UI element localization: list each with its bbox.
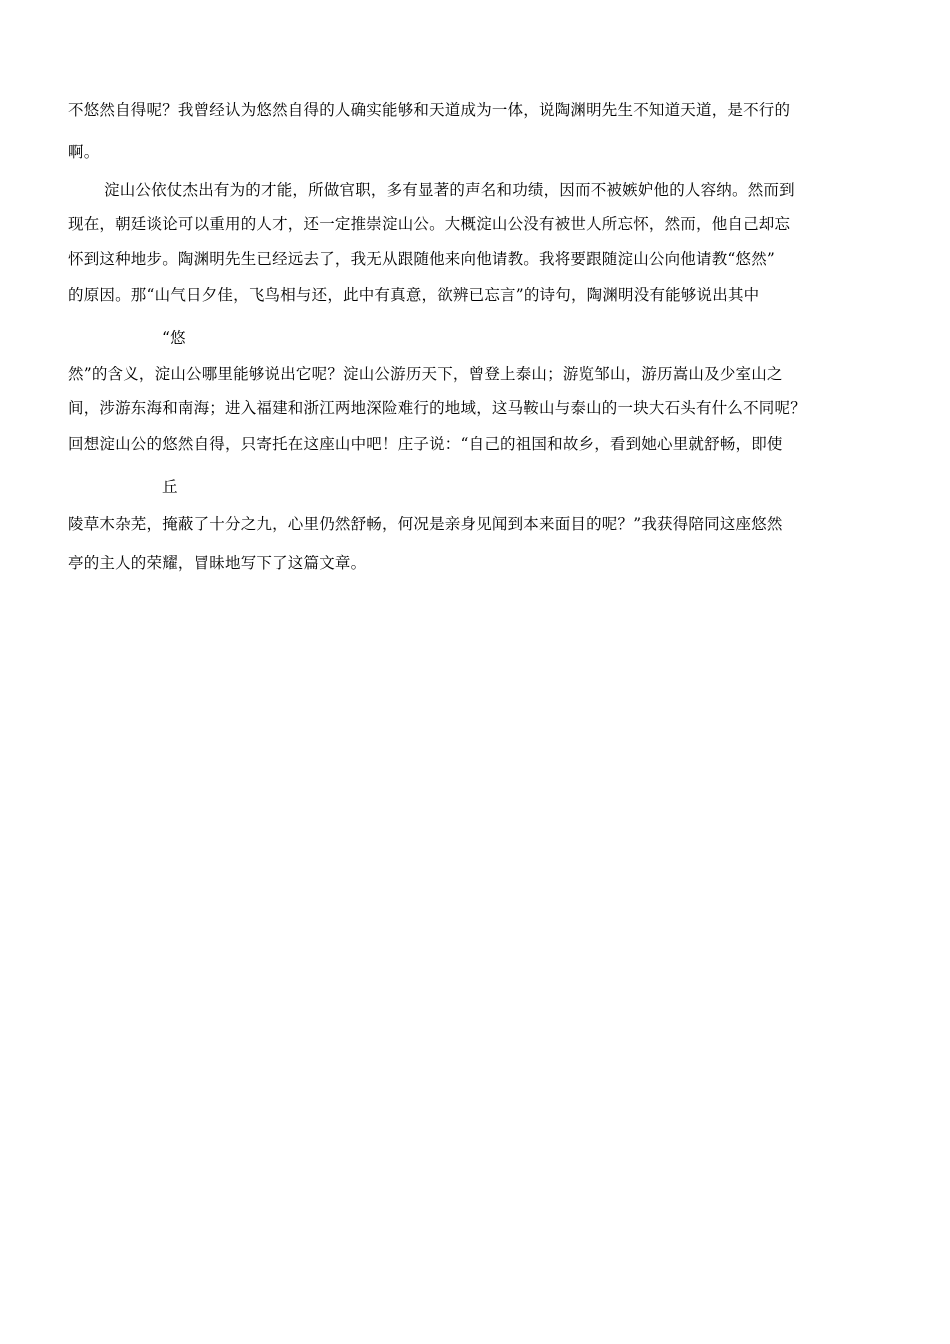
text-line-10: 回想淀山公的悠然自得，只寄托在这座山中吧！庄子说：“自己的祖国和故乡，看到她心里就舒畅，即使 bbox=[68, 435, 783, 453]
text-line-5: 怀到这种地步。陶渊明先生已经远去了，我无从跟随他来向他请教。我将要跟随淀山公向他请教“悠然” bbox=[68, 250, 776, 268]
text-line-13: 亭的主人的荣耀，冒昧地写下了这篇文章。 bbox=[68, 554, 367, 572]
text-line-8: 然”的含义，淀山公哪里能够说出它呢？淀山公游历天下，曾登上泰山；游览邹山，游历嵩山及少室山之 bbox=[68, 365, 783, 383]
wrapped-fragment-qiu: 丘 bbox=[162, 478, 178, 496]
wrapped-fragment-you: “悠 bbox=[162, 329, 186, 347]
text-line-2: 啊。 bbox=[68, 143, 100, 161]
text-line-9: 间，涉游东海和南海；进入福建和浙江两地深险难行的地域，这马鞍山与泰山的一块大石头有什么不同呢？ bbox=[68, 399, 806, 417]
text-line-4: 现在，朝廷谈论可以重用的人才，还一定推崇淀山公。大概淀山公没有被世人所忘怀，然而，他自己却忘 bbox=[68, 215, 791, 233]
paragraph-2-first-line: 淀山公依仗杰出有为的才能，所做官职，多有显著的声名和功绩，因而不被嫉妒他的人容纳。然而到 bbox=[104, 181, 795, 199]
text-line-12: 陵草木杂芜，掩蔽了十分之九，心里仍然舒畅，何况是亲身见闻到本来面目的呢？”我获得陪同这座悠然 bbox=[68, 515, 783, 533]
text-line-6: 的原因。那“山气日夕佳，飞鸟相与还，此中有真意，欲辨已忘言”的诗句，陶渊明没有能够说出其中 bbox=[68, 286, 760, 304]
text-line-1: 不悠然自得呢？我曾经认为悠然自得的人确实能够和天道成为一体，说陶渊明先生不知道天道，是不行的 bbox=[68, 101, 791, 119]
